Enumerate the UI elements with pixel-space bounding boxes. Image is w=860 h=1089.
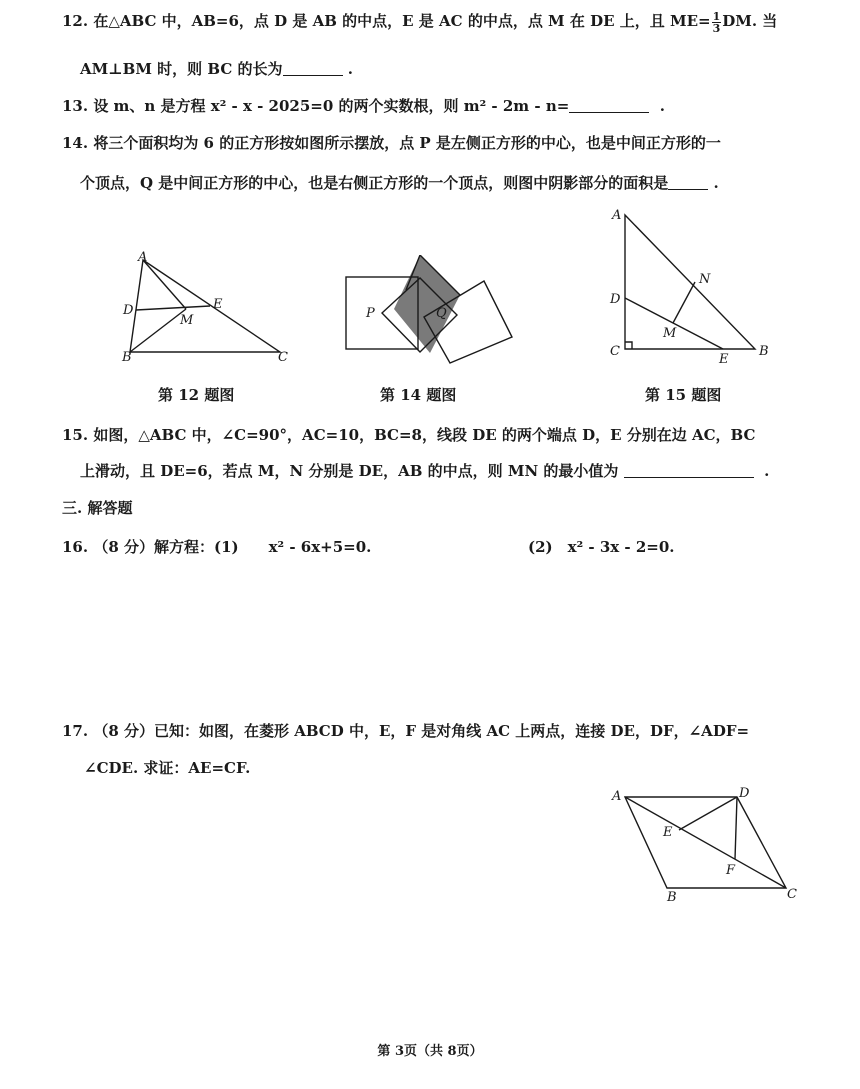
fig15-label-a: A <box>612 208 622 223</box>
q17-line2: ∠CDE. 求证：AE=CF. <box>84 759 251 777</box>
fig12-label-d: D <box>123 303 134 318</box>
q12-text-line2: AM⊥BM 时，则 BC 的长为 <box>80 60 283 78</box>
q12-text-b: DM. 当 <box>722 12 778 30</box>
fig12-caption: 第 12 题图 <box>158 386 235 404</box>
q12-text-a: 12. 在△ABC 中，AB=6，点 D 是 AB 的中点，E 是 AC 的中点，点 M 在 DE 上，且 ME= <box>62 12 711 30</box>
q15-end: . <box>764 462 770 480</box>
q12-fraction <box>712 11 722 34</box>
fig12-segment-bm <box>130 309 186 352</box>
figure-15 <box>605 205 780 365</box>
q14-answer-blank[interactable] <box>668 175 708 190</box>
fig14-label-q: Q <box>436 306 447 321</box>
fig15-label-e: E <box>719 352 729 365</box>
fig15-label-m: M <box>663 326 677 341</box>
q15-text-line2: 上滑动，且 DE=6，若点 M，N 分别是 DE，AB 的中点，则 MN 的最小值为 <box>80 462 619 480</box>
fig12-label-a: A <box>138 250 148 265</box>
q13-text: 13. 设 m、n 是方程 x² - x - 2025=0 的两个实数根，则 m² - 2m - n= <box>62 97 570 115</box>
q12-line2 <box>80 58 353 79</box>
q14-text-line2: 个顶点，Q 是中间正方形的中心，也是右侧正方形的一个顶点，则图中阴影部分的面积是 <box>80 174 669 192</box>
fig17-label-c: C <box>787 887 797 902</box>
q13-line <box>62 95 665 116</box>
figure-17 <box>605 780 805 905</box>
fig14-label-p: P <box>366 306 375 321</box>
fig17-label-e: E <box>663 825 673 840</box>
figure-12 <box>118 248 293 366</box>
fig15-right-angle-mark <box>625 342 632 349</box>
fig17-label-a: A <box>612 789 622 804</box>
fig15-segment-mn <box>673 282 695 323</box>
q12-line1 <box>62 10 777 34</box>
q12-frac-den: 3 <box>712 21 721 35</box>
q14-line1: 14. 将三个面积均为 6 的正方形按如图所示摆放，点 P 是左侧正方形的中心，也是中间正方形的一 <box>62 134 721 152</box>
q15-line2 <box>80 460 769 481</box>
section3-title: 三. 解答题 <box>62 499 133 517</box>
page-footer: 第 3页（共 8页） <box>377 1044 483 1059</box>
fig14-caption: 第 14 题图 <box>380 386 457 404</box>
fig15-segment-de <box>625 298 723 349</box>
q16-part2: (2) x² - 3x - 2=0. <box>528 538 675 556</box>
figure-14 <box>340 255 520 367</box>
fig15-triangle-abc <box>625 215 755 349</box>
q15-answer-blank[interactable] <box>624 463 754 478</box>
fig15-label-n: N <box>699 272 711 287</box>
fig17-label-f: F <box>726 863 736 878</box>
fig17-segment-df <box>735 797 737 859</box>
q14-line2 <box>80 172 719 193</box>
fig15-label-b: B <box>759 344 769 359</box>
fig12-label-m: M <box>180 313 194 328</box>
q15-line1: 15. 如图，△ABC 中，∠C=90°，AC=10，BC=8，线段 DE 的两个端点 D，E 分别在边 AC，BC <box>62 426 756 444</box>
q12-frac-num: 1 <box>712 9 721 23</box>
fig12-segment-de <box>136 306 210 310</box>
fig15-label-d: D <box>610 292 621 307</box>
q16-part1: 16. （8 分）解方程：(1) x² - 6x+5=0. <box>62 538 372 556</box>
fig12-label-c: C <box>278 350 288 365</box>
fig12-label-e: E <box>213 297 223 312</box>
q13-answer-blank[interactable] <box>569 98 649 113</box>
fig14-shaded-region <box>394 255 460 353</box>
fig17-label-d: D <box>739 786 750 801</box>
q17-line1: 17. （8 分）已知：如图，在菱形 ABCD 中，E，F 是对角线 AC 上两点，连接 DE，DF，∠ADF= <box>62 722 750 740</box>
q13-end: . <box>659 97 666 115</box>
fig12-label-b: B <box>122 350 132 365</box>
q12-answer-blank[interactable] <box>283 61 343 76</box>
fig15-caption: 第 15 题图 <box>645 386 722 404</box>
fig17-label-b: B <box>667 890 677 905</box>
q14-end: . <box>713 174 719 192</box>
q12-end: . <box>347 60 353 78</box>
fig15-label-c: C <box>610 344 620 359</box>
fig17-segment-de <box>679 797 737 830</box>
